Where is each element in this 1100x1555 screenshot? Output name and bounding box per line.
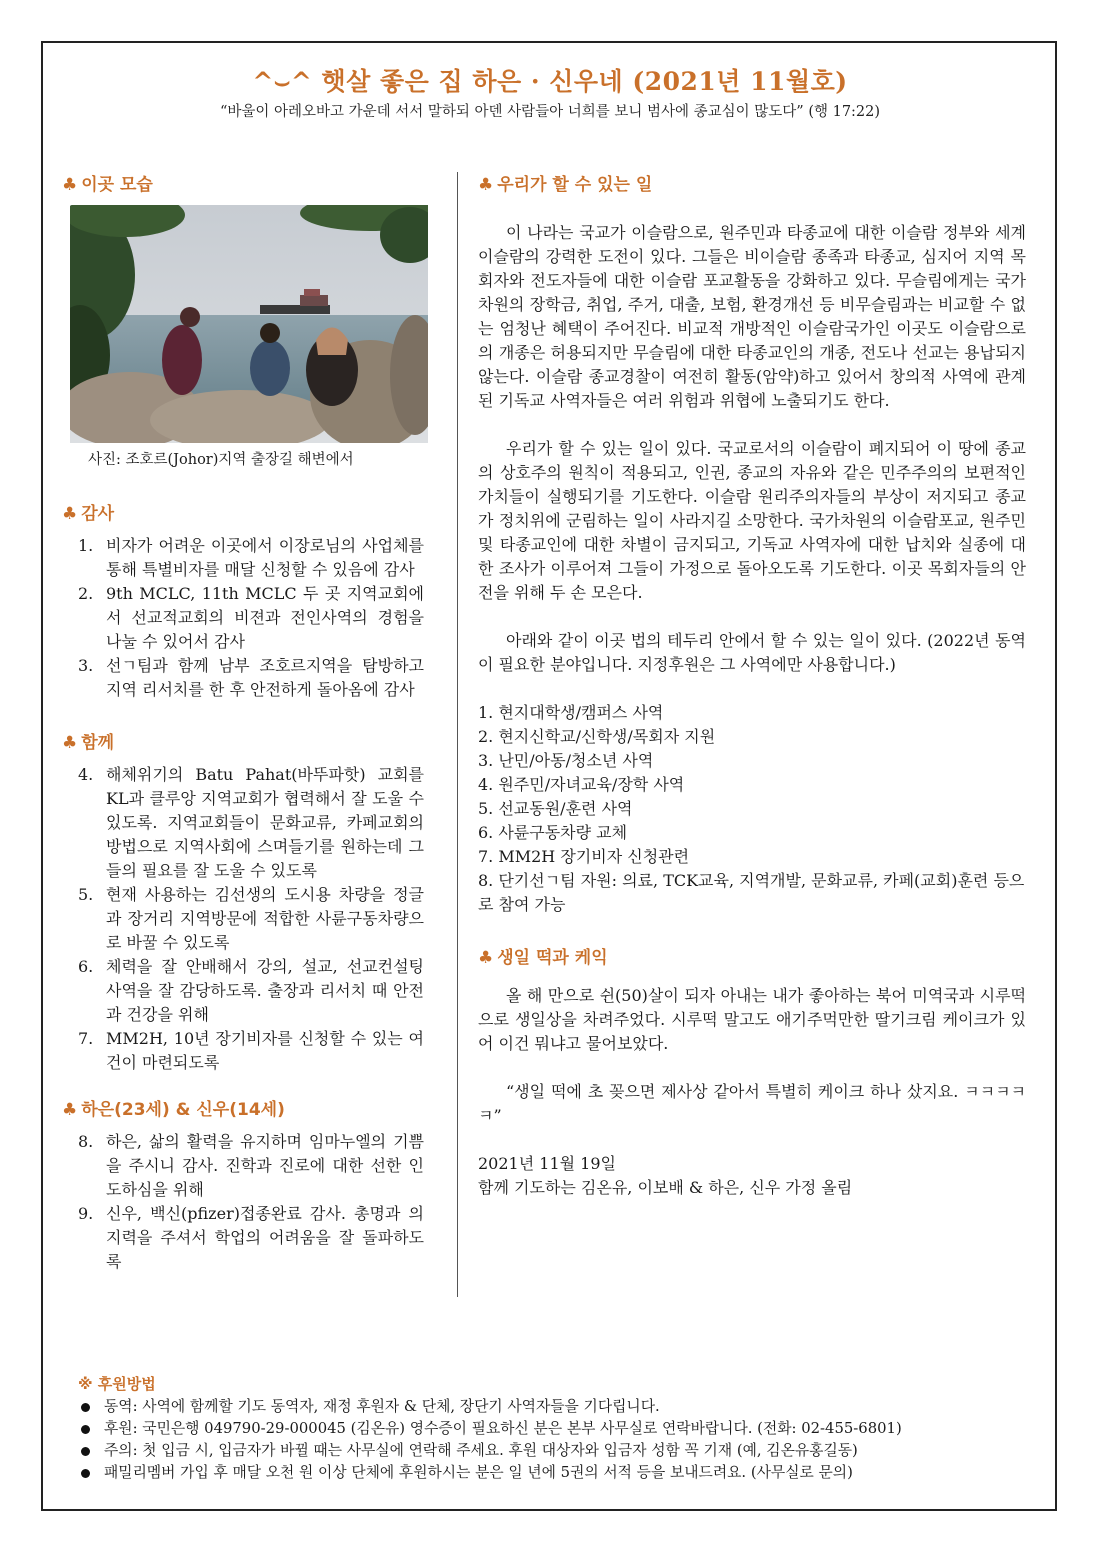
letter-signature: 함께 기도하는 김온유, 이보배 & 하은, 신우 가정 올림 bbox=[478, 1178, 853, 1197]
club-icon: ♣ bbox=[62, 1100, 78, 1120]
club-icon: ♣ bbox=[478, 948, 494, 968]
list-item: 2. 9th MCLC, 11th MCLC 두 곳 지역교회에서 선교적교회의 비젼과 전인사역의 경험을 나눌 수 있어서 감사 bbox=[78, 584, 424, 651]
paragraph-birthday: 올 해 만으로 쉰(50)살이 되자 아내는 내가 좋아하는 북어 미역국과 시루떡으로 생일상을 차려주었다. 시루떡 말고도 애기주먹만한 딸기크림 케이크가 있어 이건 뭐냐고 물어보았다. bbox=[478, 986, 1026, 1053]
left-column bbox=[62, 170, 424, 1274]
list-item: 3. 난민/아동/청소년 사역 bbox=[478, 751, 654, 770]
list-item: 4. 원주민/자녀교육/장학 사역 bbox=[478, 775, 685, 794]
list-item: 5. 선교동원/훈련 사역 bbox=[478, 799, 633, 818]
beach-photo bbox=[70, 205, 428, 443]
list-item: 2. 현지신학교/신학생/목회자 지원 bbox=[478, 727, 716, 746]
list-item: 4. 해체위기의 Batu Pahat(바뚜파핫) 교회를 KL과 클루앙 지역교회가 협력해서 잘 도울 수 있도록. 지역교회들이 문화교류, 카페교회의 방법으로 지역사회에 스며들기를 원하는데 그들의 필요를 잘 도울 수 있도록 bbox=[78, 765, 424, 880]
club-icon: ♣ bbox=[62, 175, 78, 195]
list-item: 패밀리멤버 가입 후 매달 오천 원 이상 단체에 후원하시는 분은 일 년에 5권의 서적 등을 보내드려요. (사무실로 문의) bbox=[78, 1462, 1038, 1484]
list-item: 1. 비자가 어려운 이곳에서 이장로님의 사업체를 통해 특별비자를 매달 신청할 수 있음에 감사 bbox=[78, 536, 424, 579]
list-item: 9. 신우, 백신(pfizer)접종완료 감사. 총명과 의지력을 주셔서 학업의 어려움을 잘 돌파하도록 bbox=[78, 1204, 424, 1271]
club-icon: ♣ bbox=[478, 175, 494, 195]
thanks-list bbox=[62, 534, 424, 702]
support-heading: ※ 후원방법 bbox=[78, 1375, 156, 1393]
list-item: 7. MM2H 장기비자 신청관련 bbox=[478, 847, 690, 866]
bullet-dot-icon bbox=[81, 1425, 90, 1434]
list-item: 3. 선ㄱ팀과 함께 남부 조호르지역을 탐방하고 지역 리서치를 한 후 안전하게 돌아옴에 감사 bbox=[78, 656, 424, 699]
list-item: 6. 사륜구동차량 교체 bbox=[478, 823, 628, 842]
right-column bbox=[478, 170, 1026, 1200]
kids-list bbox=[62, 1130, 424, 1274]
section-heading-birthday: ♣ 생일 떡과 케익 bbox=[478, 948, 608, 968]
club-icon: ♣ bbox=[62, 733, 78, 753]
club-icon: ♣ bbox=[62, 504, 78, 524]
list-item: 7. MM2H, 10년 장기비자를 신청할 수 있는 여건이 마련되도록 bbox=[78, 1029, 424, 1072]
newsletter-title: ^⌣^ 햇살 좋은 집 하은 · 신우네 (2021년 11월호) bbox=[252, 67, 848, 96]
section-heading-cando: ♣ 우리가 할 수 있는 일 bbox=[478, 175, 653, 195]
paragraph-islam-context: 이 나라는 국교가 이슬람으로, 원주민과 타종교에 대한 이슬람 정부와 세계 이슬람의 강력한 도전이 있다. 그들은 비이슬람 종족과 타종교, 심지어 지역 목회자와 전도자들에 대한 이슬람 포교활동을 강화하고 있다. 무슬림에게는 국가차원의 장학금, 취업, 주거, 대출, 보험, 환경개선 등 비무슬림과는 비교할 수 없는 엄청난 혜택이 주어진다. 비교적 개방적인 이슬람국가인 이곳도 이슬람으로의 개종은 허용되지만 무슬림에 대한 타종교인의 개종, 전도나 선교는 용납되지 않는다. 이슬람 종교경찰이 여전히 활동(암약)하고 있어서 창의적 사역에 관계된 기독교 사역자들은 여러 위험과 위협에 노출되기도 한다. bbox=[478, 223, 1026, 410]
list-item: 주의: 첫 입금 시, 입금자가 바뀔 때는 사무실에 연락해 주세요. 후원 대상자와 입금자 성함 꼭 기재 (예, 김온유홍길동) bbox=[78, 1440, 1038, 1462]
bullet-dot-icon bbox=[81, 1469, 90, 1478]
list-item: 1. 현지대학생/캠퍼스 사역 bbox=[478, 703, 664, 722]
section-heading-kids: ♣ 하은(23세) & 신우(14세) bbox=[62, 1100, 285, 1120]
together-list bbox=[62, 763, 424, 1075]
bible-verse: “바울이 아레오바고 가운데 서서 말하되 아덴 사람들아 너희를 보니 범사에 종교심이 많도다” (행 17:22) bbox=[219, 104, 881, 120]
photo-caption: 사진: 조호르(Johor)지역 출장길 해변에서 bbox=[88, 452, 354, 468]
ministry-list bbox=[478, 701, 1026, 917]
section-heading-thanks: ♣ 감사 bbox=[62, 504, 115, 524]
column-divider bbox=[457, 172, 458, 1297]
bullet-dot-icon bbox=[81, 1447, 90, 1456]
support-list bbox=[78, 1396, 1038, 1484]
list-item: 후원: 국민은행 049790-29-000045 (김온유) 영수증이 필요하신 분은 본부 사무실로 연락바랍니다. (전화: 02-455-6801) bbox=[78, 1418, 1038, 1440]
support-info bbox=[78, 1373, 1038, 1484]
list-item: 8. 단기선ㄱ팀 자원: 의료, TCK교육, 지역개발, 문화교류, 카페(교회)훈련 등으로 참여 가능 bbox=[478, 871, 1025, 914]
bullet-dot-icon bbox=[81, 1403, 90, 1412]
paragraph-ministry-intro: 아래와 같이 이곳 법의 테두리 안에서 할 수 있는 일이 있다. (2022년 동역이 필요한 분야입니다. 지정후원은 그 사역에만 사용합니다.) bbox=[478, 631, 1026, 674]
list-item: 동역: 사역에 함께할 기도 동역자, 재정 후원자 & 단체, 장단기 사역자들을 기다립니다. bbox=[78, 1396, 1038, 1418]
list-item: 8. 하은, 삶의 활력을 유지하며 임마누엘의 기쁨을 주시니 감사. 진학과 진로에 대한 선한 인도하심을 위해 bbox=[78, 1132, 424, 1199]
paragraph-quote: “생일 떡에 초 꽂으면 제사상 같아서 특별히 케이크 하나 샀지요. ㅋㅋㅋㅋㅋ” bbox=[478, 1082, 1026, 1125]
section-heading-scene: ♣ 이곳 모습 bbox=[62, 175, 153, 195]
paragraph-prayer: 우리가 할 수 있는 일이 있다. 국교로서의 이슬람이 폐지되어 이 땅에 종교의 상호주의 원칙이 적용되고, 인권, 종교의 자유와 같은 민주주의의 보편적인 가치들이 실행되기를 기도한다. 이슬람 원리주의자들의 부상이 저지되고 종교가 정치위에 군림하는 일이 사라지길 소망한다. 국가차원의 이슬람포교, 원주민 및 타종교인에 대한 차별이 금지되고, 기독교 사역자에 대한 납치와 실종에 대한 조사가 이루어져 그들이 가정으로 돌아오도록 기도한다. 이곳 목회자들의 안전을 위해 두 손 모은다. bbox=[478, 439, 1026, 602]
list-item: 5. 현재 사용하는 김선생의 도시용 차량을 정글과 장거리 지역방문에 적합한 사륜구동차량으로 바꿀 수 있도록 bbox=[78, 885, 424, 952]
list-item: 6. 체력을 잘 안배해서 강의, 설교, 선교컨설팅 사역을 잘 감당하도록. 출장과 리서치 때 안전과 건강을 위해 bbox=[78, 957, 424, 1024]
letter-date: 2021년 11월 19일 bbox=[478, 1154, 616, 1173]
section-heading-together: ♣ 함께 bbox=[62, 733, 115, 753]
